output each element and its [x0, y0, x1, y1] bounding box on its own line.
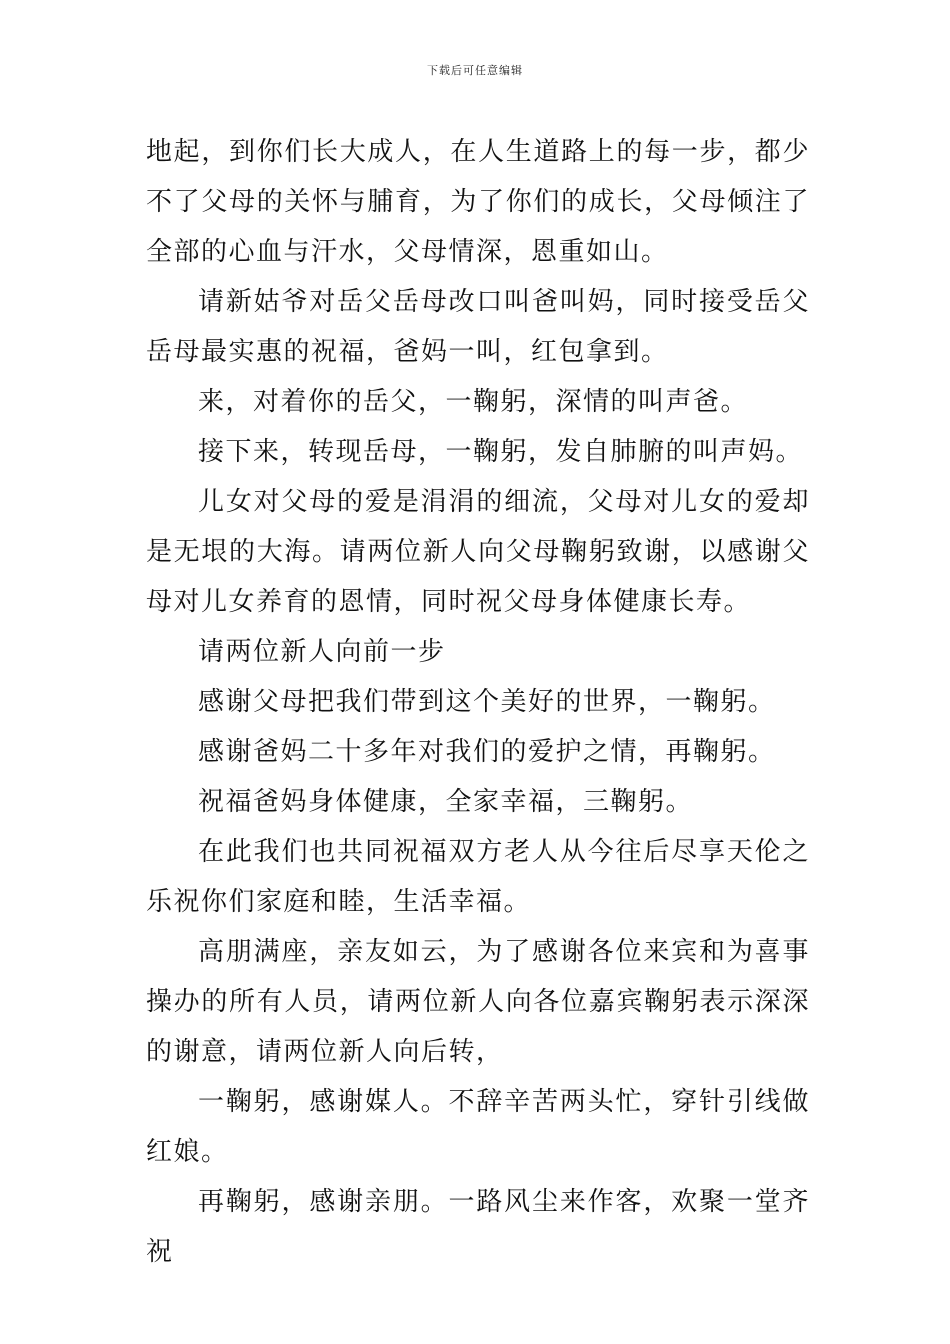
paragraph: 高朋满座，亲友如云，为了感谢各位来宾和为喜事操办的所有人员，请两位新人向各位嘉宾鞠躬表示深深的谢意，请两位新人向后转， — [146, 937, 810, 1067]
paragraph: 感谢爸妈二十多年对我们的爱护之情，再鞠躬。 — [198, 737, 776, 767]
paragraph: 来，对着你的岳父，一鞠躬，深情的叫声爸。 — [198, 387, 749, 417]
page-header: 下载后可任意编辑 — [427, 64, 523, 77]
document-body — [146, 127, 810, 1277]
paragraph: 再鞠躬，感谢亲朋。一路风尘来作客，欢聚一堂齐祝 — [146, 1187, 810, 1267]
paragraph: 请两位新人向前一步 — [198, 637, 446, 667]
paragraph: 一鞠躬，感谢媒人。不辞辛苦两头忙，穿针引线做红娘。 — [146, 1087, 810, 1167]
paragraph: 地起，到你们长大成人，在人生道路上的每一步，都少不了父母的关怀与脯育，为了你们的成长，父母倾注了全部的心血与汗水，父母情深，恩重如山。 — [146, 137, 810, 267]
paragraph: 接下来，转现岳母，一鞠躬，发自肺腑的叫声妈。 — [198, 437, 804, 467]
paragraph: 儿女对父母的爱是涓涓的细流，父母对儿女的爱却是无垠的大海。请两位新人向父母鞠躬致谢，以感谢父母对儿女养育的恩情，同时祝父母身体健康长寿。 — [146, 487, 810, 617]
paragraph: 请新姑爷对岳父岳母改口叫爸叫妈，同时接受岳父岳母最实惠的祝福，爸妈一叫，红包拿到。 — [146, 287, 810, 367]
paragraph: 感谢父母把我们带到这个美好的世界，一鞠躬。 — [198, 687, 776, 717]
paragraph: 在此我们也共同祝福双方老人从今往后尽享天伦之乐祝你们家庭和睦，生活幸福。 — [146, 837, 810, 917]
paragraph: 祝福爸妈身体健康，全家幸福，三鞠躬。 — [198, 787, 694, 817]
